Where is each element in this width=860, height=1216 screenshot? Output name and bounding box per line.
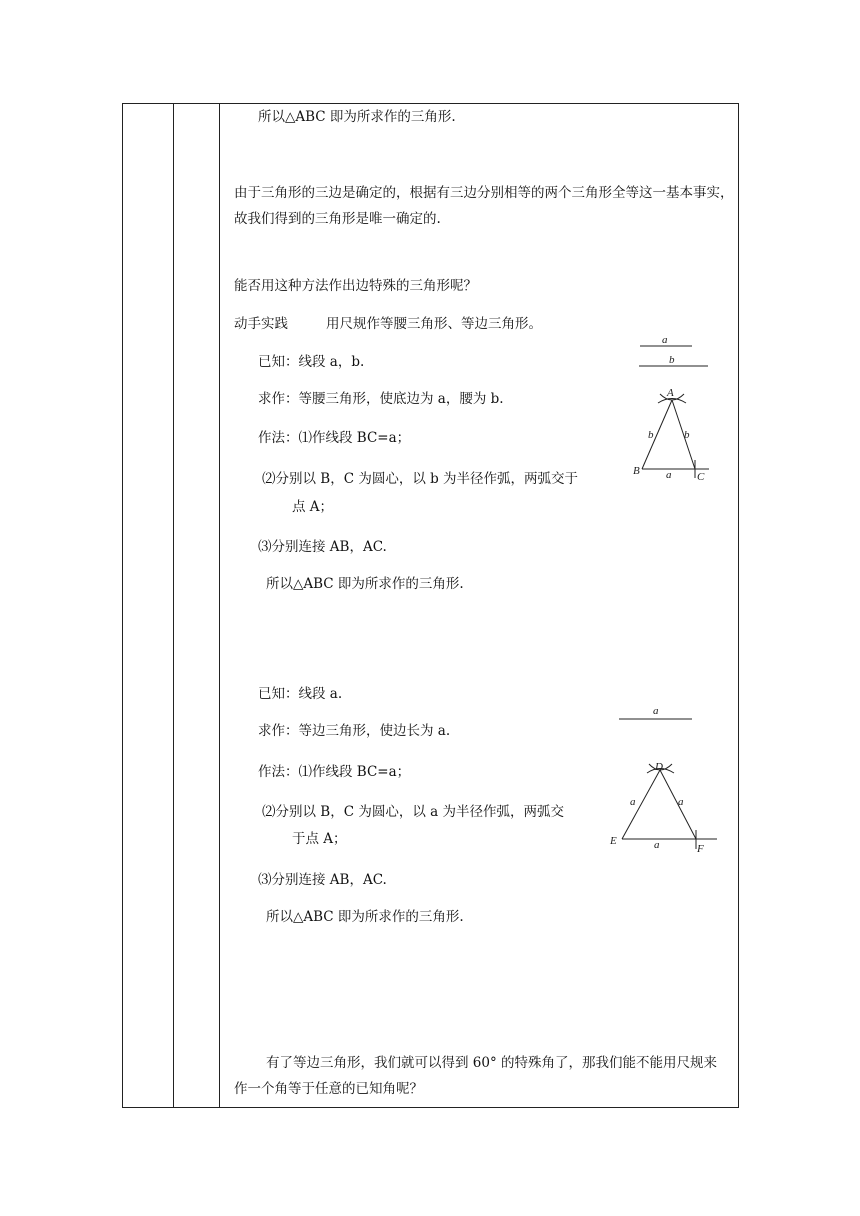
point-b-label: B: [633, 465, 640, 477]
text-method-2-step3: ⑶分别连接 AB，AC.: [258, 872, 387, 888]
side-de: [622, 770, 660, 839]
side-ab: [642, 400, 672, 469]
text-activity-task: 用尺规作等腰三角形、等边三角形。: [326, 316, 542, 332]
text-given-1: 已知：线段 a，b.: [258, 354, 365, 370]
column-divider-1: [173, 103, 174, 1108]
segment-a-label: a: [653, 705, 659, 717]
isosceles-figure: [622, 332, 722, 492]
text-activity-label: 动手实践: [234, 316, 288, 332]
side-right-label: a: [678, 796, 684, 808]
text-method-2-step2-cont: 于点 A；: [292, 831, 347, 847]
point-d-label: D: [655, 761, 663, 773]
text-method-1-step2: ⑵分别以 B，C 为圆心，以 b 为半径作弧，两弧交于: [262, 471, 579, 487]
column-divider-2: [219, 103, 220, 1108]
side-right-label: b: [684, 429, 690, 441]
base-label: a: [666, 469, 672, 481]
text-method-2-step2: ⑵分别以 B，C 为圆心，以 a 为半径作弧，两弧交: [262, 804, 564, 820]
side-left-label: b: [648, 429, 654, 441]
point-f-label: F: [697, 843, 704, 855]
text-closing-question: 有了等边三角形，我们就可以得到 60° 的特殊角了，那我们能不能用尺规来作一个角等于任意的已知角呢？: [234, 1055, 718, 1097]
text-method-1-step2-cont: 点 A；: [292, 499, 334, 515]
base-label: a: [654, 839, 660, 851]
text-method-2-step1: 作法：⑴作线段 BC=a；: [258, 764, 411, 780]
equilateral-figure: [604, 700, 724, 860]
segment-b-label: b: [669, 354, 675, 366]
segment-a-label: a: [662, 334, 668, 346]
text-conclusion-2: 所以△ABC 即为所求作的三角形.: [266, 576, 464, 592]
text-method-1-step3: ⑶分别连接 AB，AC.: [258, 539, 387, 555]
text-given-2: 已知：线段 a.: [258, 686, 343, 702]
text-construct-1: 求作：等腰三角形，使底边为 a，腰为 b.: [258, 391, 504, 407]
side-left-label: a: [630, 796, 636, 808]
table-frame: [122, 103, 739, 1108]
point-e-label: E: [610, 835, 617, 847]
text-conclusion-1: 所以△ABC 即为所求作的三角形.: [258, 109, 456, 125]
point-c-label: C: [697, 471, 705, 483]
text-method-1-step1: 作法：⑴作线段 BC=a；: [258, 430, 411, 446]
text-construct-2: 求作：等边三角形，使边长为 a.: [258, 723, 451, 739]
text-uniqueness-paragraph: 由于三角形的三边是确定的，根据有三边分别相等的两个三角形全等这一基本事实，故我们得到的三角形是唯一确定的.: [234, 185, 734, 227]
text-conclusion-3: 所以△ABC 即为所求作的三角形.: [266, 909, 464, 925]
point-a-label: A: [667, 387, 674, 399]
text-question: 能否用这种方法作出边特殊的三角形呢？: [234, 278, 477, 294]
